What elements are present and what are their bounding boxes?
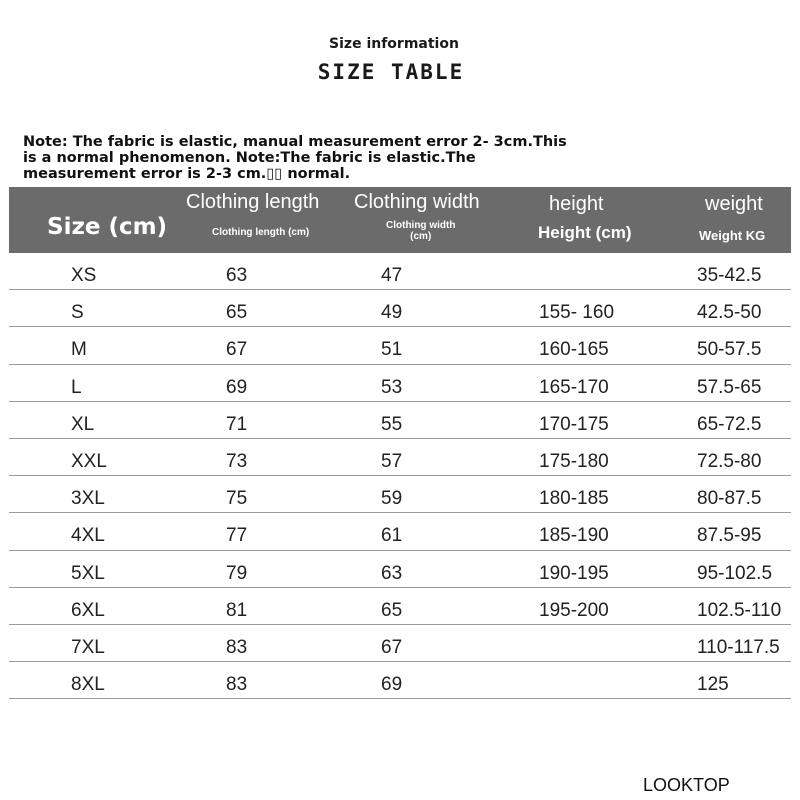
cell-length: 67 (226, 339, 248, 361)
cell-width: 49 (381, 302, 403, 324)
cell-weight: 72.5-80 (697, 450, 762, 472)
cell-width: 67 (381, 636, 403, 658)
cell-weight: 125 (697, 674, 729, 696)
size-table-body (9, 253, 791, 699)
cell-height: 195-200 (539, 599, 609, 621)
cell-weight: 65-72.5 (697, 413, 762, 435)
cell-width: 61 (381, 525, 403, 547)
cell-size: 7XL (71, 636, 105, 658)
note-line: Note: The fabric is elastic, manual measurement error 2- 3cm.This (23, 134, 567, 150)
table-row (9, 365, 791, 402)
cell-height: 160-165 (539, 339, 609, 361)
cell-weight: 102.5-110 (697, 599, 782, 621)
cell-height: 170-175 (539, 413, 609, 435)
cell-size: 8XL (71, 674, 105, 696)
note-line: is a normal phenomenon. Note:The fabric is elastic.The (23, 150, 476, 166)
cell-length: 71 (226, 413, 248, 435)
brand-label: LOOKTOP (643, 775, 730, 795)
cell-length: 63 (226, 265, 248, 286)
cell-length: 81 (226, 599, 248, 621)
cell-weight: 57.5-65 (697, 376, 762, 398)
cell-weight: 42.5-50 (697, 302, 762, 324)
cell-width: 69 (381, 674, 403, 696)
cell-length: 69 (226, 376, 248, 398)
cell-width: 57 (381, 450, 403, 472)
table-row (9, 290, 791, 327)
header-width-sub (386, 220, 455, 242)
cell-width: 63 (381, 562, 403, 584)
cell-weight: 87.5-95 (697, 525, 762, 547)
table-row (9, 476, 791, 513)
cell-size: 6XL (71, 599, 105, 621)
header-height-sub: Height (cm) (538, 223, 632, 242)
cell-width: 53 (381, 376, 403, 398)
cell-length: 75 (226, 488, 248, 510)
note-line: measurement error is 2-3 cm.▯▯ normal. (23, 166, 351, 182)
cell-length: 83 (226, 636, 248, 658)
cell-length: 65 (226, 302, 248, 324)
header-width-sub-line: Clothing width (386, 220, 456, 231)
cell-height: 180-185 (539, 488, 609, 510)
table-row (9, 551, 791, 588)
cell-width: 65 (381, 599, 403, 621)
header-weight-sub: Weight KG (699, 228, 766, 243)
cell-weight: 80-87.5 (697, 488, 762, 510)
cell-width: 59 (381, 488, 403, 510)
table-row (9, 439, 791, 476)
header-weight: weight (705, 193, 763, 215)
cell-size: 4XL (71, 525, 105, 547)
cell-weight: 50-57.5 (697, 339, 762, 361)
cell-size: 5XL (71, 562, 105, 584)
size-caption: Size information (329, 36, 459, 52)
cell-length: 73 (226, 450, 248, 472)
page-title: SIZE TABLE (317, 60, 465, 84)
cell-size: XS (71, 265, 97, 286)
cell-size: 3XL (71, 488, 105, 510)
header-length-sub: Clothing length (cm) (212, 227, 310, 238)
table-row (9, 625, 791, 662)
header-width-sub-line: (cm) (410, 231, 432, 242)
cell-length: 79 (226, 562, 248, 584)
table-header (9, 187, 791, 253)
table-row (9, 662, 791, 699)
cell-height: 175-180 (539, 450, 609, 472)
table-row (9, 253, 791, 290)
cell-size: M (71, 339, 87, 361)
cell-height: 190-195 (539, 562, 609, 584)
cell-size: XL (71, 413, 95, 435)
cell-size: XXL (71, 450, 107, 472)
cell-width: 51 (381, 339, 403, 361)
cell-size: L (71, 376, 82, 398)
note (23, 134, 623, 182)
header-length: Clothing length (186, 191, 320, 213)
table-row (9, 327, 791, 364)
cell-weight: 35-42.5 (697, 265, 762, 286)
cell-length: 77 (226, 525, 248, 547)
table-row (9, 588, 791, 625)
cell-size: S (71, 302, 84, 324)
cell-width: 55 (381, 413, 403, 435)
table-row (9, 513, 791, 550)
cell-length: 83 (226, 674, 248, 696)
cell-height: 185-190 (539, 525, 609, 547)
cell-height: 155- 160 (539, 302, 615, 324)
header-height: height (549, 193, 604, 215)
cell-weight: 95-102.5 (697, 562, 773, 584)
cell-height: 165-170 (539, 376, 609, 398)
header-size: Size (cm) (47, 214, 168, 240)
cell-weight: 110-117.5 (697, 636, 780, 658)
table-row (9, 402, 791, 439)
header-width: Clothing width (354, 191, 480, 213)
cell-width: 47 (381, 265, 403, 286)
